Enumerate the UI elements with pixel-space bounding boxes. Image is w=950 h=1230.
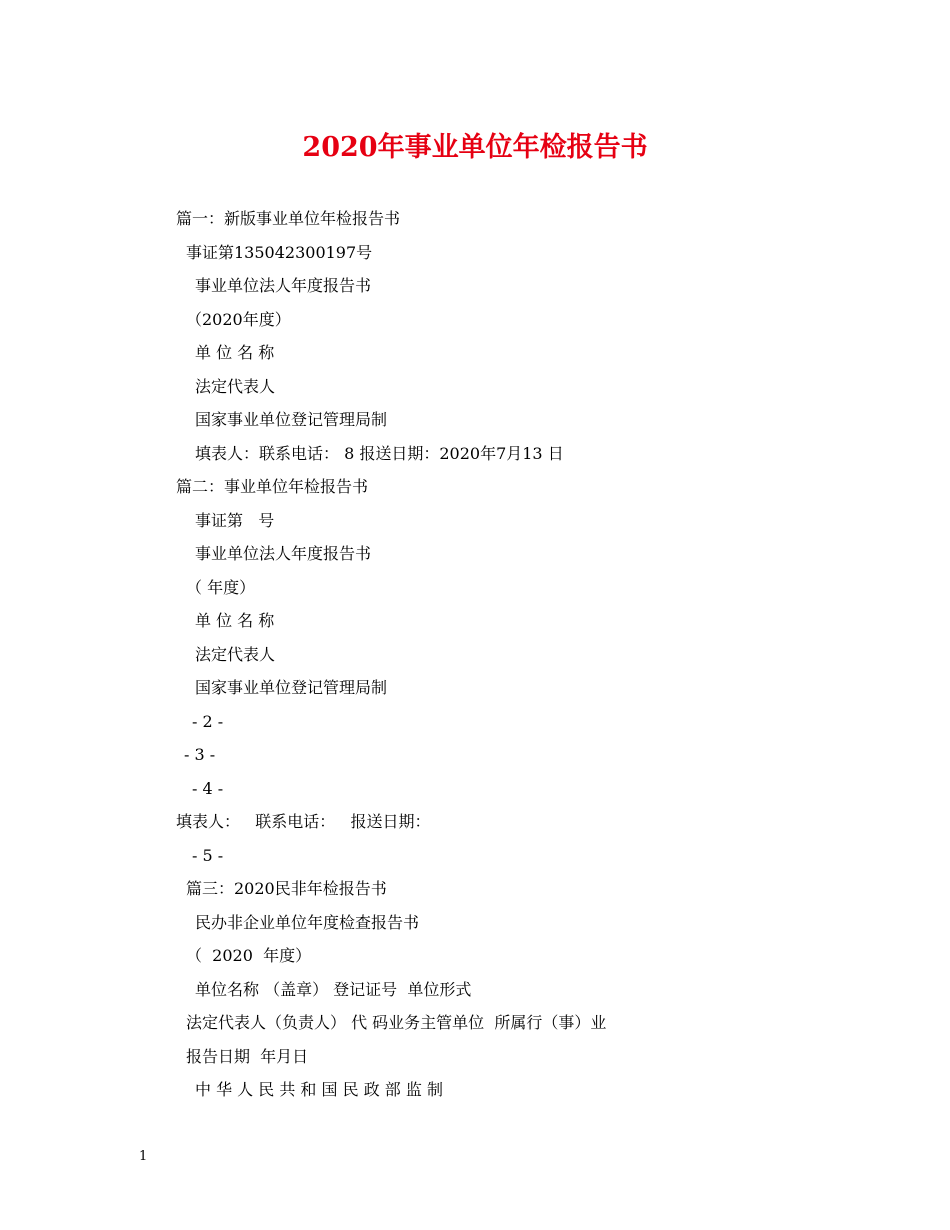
section-heading-2: 篇二：事业单位年检报告书	[176, 477, 369, 496]
inner-page-number: - 5 -	[192, 845, 224, 865]
certificate-number: 事证第 号	[195, 510, 275, 530]
inner-page-number: - 4 -	[192, 778, 224, 798]
report-year: （2020年度）	[186, 309, 291, 329]
form-filler-line: 填表人：联系电话： 8 报送日期：2020年7月13 日	[195, 443, 564, 463]
report-year: （ 2020 年度）	[186, 946, 312, 965]
issuer-line: 国家事业单位登记管理局制	[195, 678, 388, 697]
document-title: 2020年事业单位年检报告书	[302, 132, 648, 163]
unit-info-fields: 单位名称 （盖章） 登记证号 单位形式	[195, 979, 472, 999]
unit-name-label: 单 位 名 称	[195, 343, 275, 362]
certificate-number: 事证第135042300197号	[186, 242, 373, 262]
report-title: 事业单位法人年度报告书	[195, 544, 372, 563]
form-filler-line: 填表人： 联系电话： 报送日期：	[176, 812, 431, 831]
inner-page-number: - 3 -	[184, 745, 216, 764]
report-title: 事业单位法人年度报告书	[195, 276, 372, 295]
unit-name-label: 单 位 名 称	[195, 611, 275, 630]
representative-fields: 法定代表人（负责人） 代 码业务主管单位 所属行（事）业	[186, 1013, 607, 1032]
report-year: （ 年度）	[186, 577, 256, 597]
supervisor-line: 中 华 人 民 共 和 国 民 政 部 监 制	[195, 1080, 443, 1099]
inner-page-number: - 2 -	[192, 711, 224, 731]
section-heading-3: 篇三：2020民非年检报告书	[186, 879, 387, 898]
legal-representative-label: 法定代表人	[195, 644, 276, 664]
report-title: 民办非企业单位年度检查报告书	[195, 912, 420, 932]
report-date-line: 报告日期 年月日	[186, 1046, 309, 1066]
issuer-line: 国家事业单位登记管理局制	[195, 410, 388, 429]
section-heading-1: 篇一：新版事业单位年检报告书	[176, 209, 401, 228]
page-number: 1	[139, 1149, 148, 1164]
legal-representative-label: 法定代表人	[195, 376, 276, 396]
